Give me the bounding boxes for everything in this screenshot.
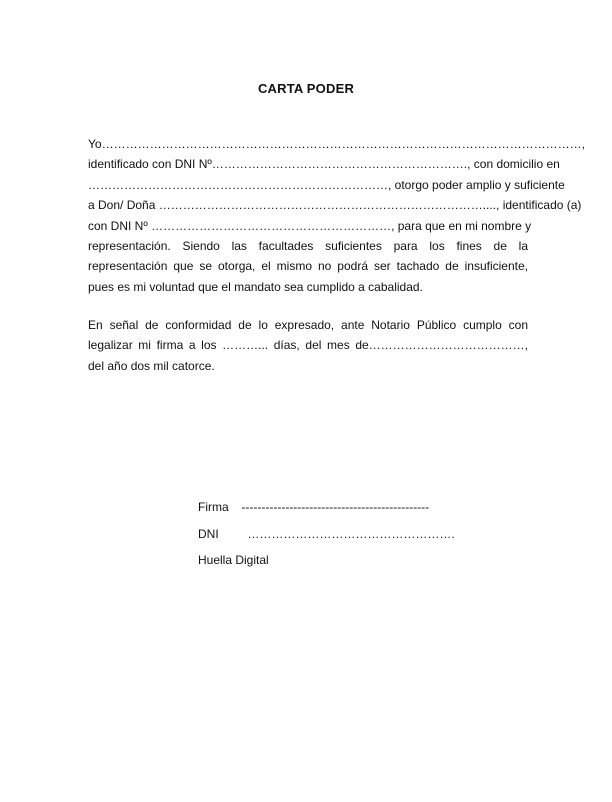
- paragraph-line: identificado con DNI Nº………………………………………………………., con domicilio en: [88, 157, 560, 172]
- paragraph-line: …………………………………………………………………, otorgo poder amplio y suficiente: [88, 177, 565, 192]
- paragraph-line: representación. Siendo las facultades suficientes para los fines de la: [88, 239, 528, 254]
- dni-line: [198, 527, 455, 541]
- paragraph-line: legalizar mi firma a los ………... días, del mes de…………………………………,: [88, 338, 528, 353]
- paragraph-line: representación que se otorga, el mismo no podrá ser tachado de insuficiente,: [88, 259, 528, 274]
- dni-label: DNI: [198, 527, 219, 541]
- paragraph-line: pues es mi voluntad que el mandato sea cumplido a cabalidad.: [88, 279, 423, 294]
- paragraph-line: del año dos mil catorce.: [88, 358, 215, 373]
- dni-blank: …………………………………………….: [247, 527, 455, 541]
- paragraph-line: con DNI Nº ……………………………………………………, para que en mi nombre y: [88, 218, 532, 233]
- signature-label: Firma: [198, 500, 229, 514]
- paragraph-line: a Don/ Doña ………………………………………………………………………...., identificado (a): [88, 198, 582, 213]
- paragraph-line: En señal de conformidad de lo expresado, ante Notario Público cumplo con: [88, 318, 528, 332]
- signature-line: [198, 500, 429, 514]
- signature-blank: -----------------------------------------------: [241, 500, 430, 514]
- paragraph-conformity: [88, 315, 528, 376]
- fingerprint-label: Huella Digital: [198, 553, 269, 567]
- document-title: CARTA PODER: [257, 81, 355, 96]
- paragraph-grant-of-power: [88, 134, 585, 297]
- paragraph-line: Yo…………………………………………………………………………………………………………,: [88, 137, 585, 151]
